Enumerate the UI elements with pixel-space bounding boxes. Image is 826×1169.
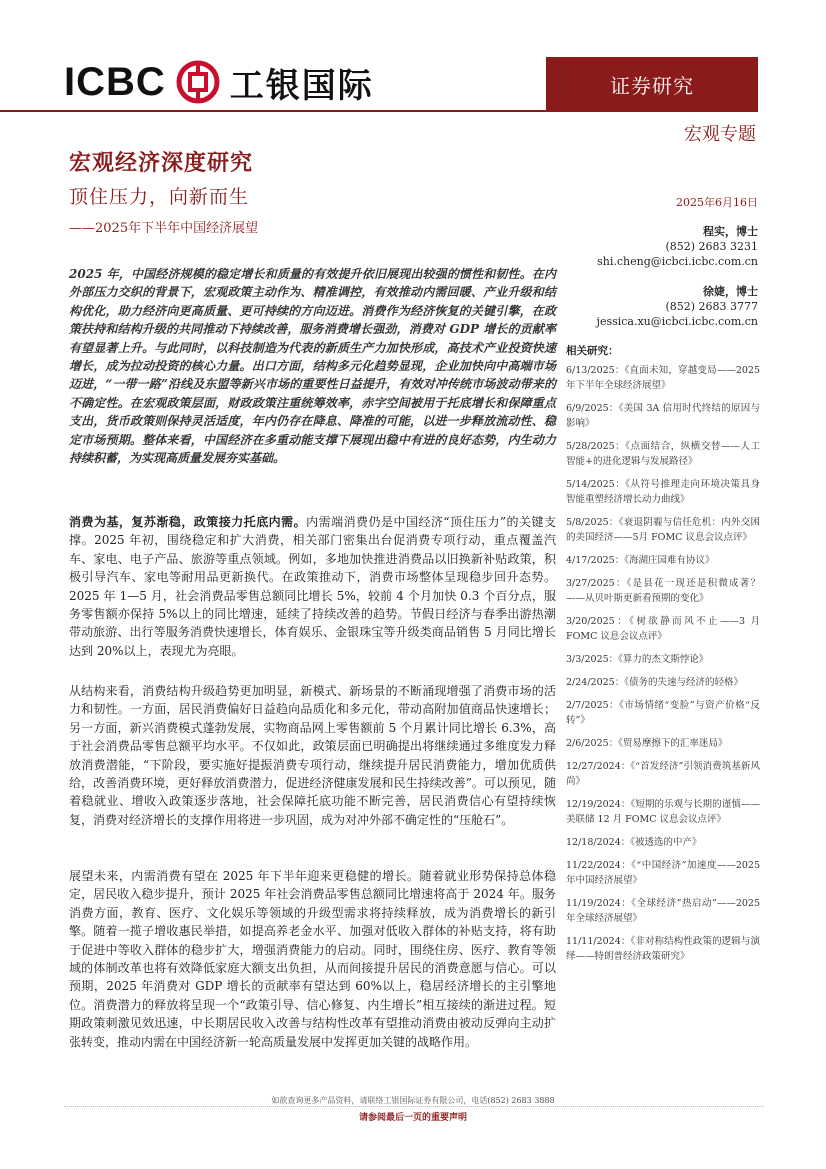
related-research-date: 2/6/2025： [566, 738, 619, 749]
related-research-title: 《“中国经济”加速度——2025年中国经济展望》 [566, 860, 760, 886]
logo-en: ICBC [64, 59, 166, 104]
related-research-date: 6/9/2025： [566, 403, 619, 414]
footer-contact: 如欲查询更多产品资料，请联络工银国际证券有限公司，电话(852) 2683 3888 [271, 1096, 555, 1105]
analyst-email[interactable]: shi.cheng@icbci.icbc.com.cn [597, 255, 758, 268]
related-research-item[interactable] [566, 896, 760, 926]
related-research-title: 《海湖庄园难有协议》 [624, 555, 715, 566]
report-category-tag: 证券研究 [546, 57, 758, 112]
body-paragraph [69, 682, 556, 829]
report-date: 2025年6月16日 [676, 196, 758, 209]
analyst-name: 程实，博士 [703, 225, 758, 238]
related-research-item[interactable] [566, 401, 760, 431]
related-research-item[interactable] [566, 675, 760, 690]
related-research-date: 5/14/2025： [566, 479, 626, 490]
related-research-date: 11/19/2024： [566, 898, 632, 909]
related-research-date: 5/8/2025： [566, 517, 619, 528]
related-research-title: 《“首发经济”引领消费筑基新风尚》 [566, 761, 760, 787]
related-research-title: 《点面结合，纵横交替——人工智能+的进化逻辑与发展路径》 [566, 441, 760, 467]
paragraph-text: 内需端消费仍是中国经济“顶住压力”的关键支撑。2025 年初，围绕稳定和扩大消费，相关部门密集出台促消费专项行动，重点覆盖汽车、家电、电子产品、旅游等重点领域。例如，多地加快推进消费品以旧换新补贴政策，积极引导汽车、家电等耐用品更新换代。在政策推动下，消费市场整体呈现稳步回升态势。2025 年 1—5 月，社会消费品零售总额同比增长 5%，较前 4 个月加快 0.3 个百分点，服务零售额亦保持 5%以上的同比增速，延续了持续改善的趋势。节假日经济与春季出游热潮带动旅游、出行等服务消费快速增长，体育娱乐、金银珠宝等升级类商品销售 5 月同比增长达到 20%以上，表现尤为亮眼。 [69, 515, 556, 658]
body-paragraph [69, 513, 556, 660]
company-logo [64, 56, 374, 108]
related-research-date: 6/13/2025： [566, 365, 625, 376]
related-research-heading: 相关研究： [566, 345, 619, 357]
analyst-phone: (852) 2683 3777 [665, 300, 758, 313]
report-headline: 顶住压力，向新而生 [69, 186, 250, 208]
related-research-title: 《非对称结构性政策的逻辑与演绎——特朗普经济政策研究》 [566, 936, 760, 962]
related-research-date: 3/3/2025： [566, 654, 619, 665]
related-research-title: 《贸易摩擦下的汇率迷局》 [618, 738, 728, 749]
related-research-title: 《是县花一现还是积微成著？——从贝叶斯更新看预期的变化》 [566, 578, 760, 604]
related-research-item[interactable] [566, 576, 760, 606]
related-research-item[interactable] [566, 439, 760, 469]
related-research-item[interactable] [566, 652, 760, 667]
related-research-date: 11/11/2024： [566, 936, 631, 947]
related-research-item[interactable] [566, 797, 760, 827]
icbc-seal-icon [176, 60, 220, 104]
related-research-title: 《市场情绪“变脸”与资产价格“反转”》 [566, 700, 760, 726]
summary-paragraph: 2025 年，中国经济规模的稳定增长和质量的有效提升依旧展现出较强的惯性和韧性。在内外部压力交织的背景下，宏观政策主动作为、精准调控，有效推动内需回暖、产业升级和结构优化，助力经济向更高质量、更可持续的方向迈进。消费作为经济恢复的关键引擎，在政策扶持和结构升级的共同推动下持续改善，服务消费增长强劲，消费对 GDP 增长的贡献率有望显著上升。与此同时，以科技制造为代表的新质生产力加快形成，高技术产业投资快速增长，成为拉动投资的核心力量。出口方面，结构多元化趋势显现，企业加快向中高端市场迈进，“一带一路”沿线及东盟等新兴市场的重要性日益提升，有效对冲传统市场波动带来的不确定性。在宏观政策层面，财政政策注重统筹效率，赤字空间被用于托底增长和保障重点支出，货币政策则保持灵活适度，年内仍存在降息、降准的可能，以进一步释放流动性、稳定市场预期。整体来看，中国经济在多重动能支撑下展现出稳中有进的良好态势，内生动力持续积蓄，为实现高质量发展夯实基础。 [69, 267, 556, 466]
related-research-item[interactable] [566, 363, 760, 393]
related-research-date: 3/20/2025： [566, 616, 630, 627]
related-research-item[interactable] [566, 835, 760, 850]
page-title: 宏观经济深度研究 [69, 150, 254, 176]
related-research-date: 2/7/2025： [566, 700, 620, 711]
analyst-email[interactable]: jessica.xu@icbci.icbc.com.cn [596, 315, 758, 328]
related-research-item[interactable] [566, 858, 760, 888]
related-research-date: 12/18/2024： [566, 837, 631, 848]
related-research [566, 344, 760, 972]
disclaimer-note: 请参阅最后一页的重要声明 [358, 1113, 467, 1123]
analyst-name: 徐婕，博士 [703, 285, 758, 298]
related-research-date: 12/19/2024： [566, 799, 631, 810]
related-research-title: 《被透选的中产》 [630, 837, 702, 848]
related-research-title: 《短期的乐观与长期的谨慎——美联储 12 月 FOMC 议息会议点评》 [566, 799, 760, 825]
related-research-title: 《树欲静而风不止——3 月 FOMC 议息会议点评》 [566, 616, 760, 642]
body-paragraph [69, 867, 556, 1051]
analyst-block [597, 284, 758, 329]
related-research-item[interactable] [566, 698, 760, 728]
paragraph-text: 展望未来，内需消费有望在 2025 年下半年迎来更稳健的增长。随着就业形势保持总体稳定，居民收入稳步提升，预计 2025 年社会消费品零售总额同比增速将高于 2024 年。服务消费方面，教育、医疗、文化娱乐等领域的升级型需求将持续释放，成为消费增长的新引擎。随着一揽子增收惠民举措，如提高养老金水平、加强对低收入群体的补贴支持，将有助于促进中等收入群体的稳步扩大，增强消费能力的启动。同时，围绕住房、医疗、教育等领域的体制改革也将有效降低家庭大额支出负担，从而间接提升居民的消费意愿与信心。可以预期，2025 年消费对 GDP 增长的贡献率有望达到 60%以上，稳居经济增长的主引擎地位。消费潜力的释放将呈现一个“政策引导、信心修复、内生增长”相互接续的渐进过程。短期政策刺激见效迅速，中长期居民收入改善与结构性改革有望推动消费由被动反弹向主动扩张转变，推动内需在中国经济新一轮高质量发展中发挥更加关键的战略作用。 [69, 869, 556, 1049]
related-research-item[interactable] [566, 759, 760, 789]
analyst-block [597, 224, 758, 269]
report-subcategory: 宏观专题 [684, 124, 756, 145]
related-research-title: 《债务的失速与经济的轻格》 [624, 677, 743, 688]
header-rule [0, 110, 546, 112]
related-research-date: 12/27/2024： [566, 761, 631, 772]
related-research-date: 11/22/2024： [566, 860, 632, 871]
related-research-item[interactable] [566, 614, 760, 644]
related-research-item[interactable] [566, 553, 760, 568]
related-research-date: 4/17/2025： [566, 555, 625, 566]
related-research-date: 2/24/2025： [566, 677, 625, 688]
logo-cn: 工银国际 [229, 65, 374, 106]
related-research-date: 5/28/2025： [566, 441, 626, 452]
related-research-title: 《全球经济”热启动”——2025年全球经济展望》 [566, 898, 760, 924]
related-research-item[interactable] [566, 934, 760, 964]
related-research-list [566, 363, 760, 964]
related-research-date: 3/27/2025： [566, 578, 627, 589]
footer-rule [64, 1106, 764, 1107]
related-research-title: 《从符号推理走向环境决策具身智能重塑经济增长动力曲线》 [566, 479, 760, 505]
related-research-item[interactable] [566, 736, 760, 751]
paragraph-text: 从结构来看，消费结构升级趋势更加明显，新模式、新场景的不断涌现增强了消费市场的活力和韧性。一方面，居民消费偏好日益趋向品质化和多元化，带动高附加值商品快速增长；另一方面，新兴消费模式蓬勃发展，实物商品网上零售额前 5 个月累计同比增长 6.3%，高于社会消费品零售总额平均水平。不仅如此，政策层面已明确提出将继续通过多维度发力释放消费潜能，“下阶段，要实施好提振消费专项行动，继续提升居民消费能力，增加优质供给，改善消费环境，更好释放消费潜力，促进经济健康发展和民生持续改善”。可以预见，随着稳就业、增收入政策逐步落地，社会保障托底功能不断完善，居民消费信心有望持续恢复，消费对经济增长的支撑作用将进一步巩固，成为对冲外部不确定性的“压舱石”。 [69, 684, 556, 827]
related-research-item[interactable] [566, 515, 760, 545]
related-research-title: 《算力的杰文斯悖论》 [618, 654, 709, 665]
report-subheadline: ——2025年下半年中国经济展望 [69, 221, 259, 236]
paragraph-lead: 消费为基，复苏渐稳，政策接力托底内需。 [69, 515, 307, 529]
related-research-title: 《美国 3A 信用时代终结的原因与影响》 [566, 403, 760, 429]
analyst-phone: (852) 2683 3231 [665, 240, 758, 253]
related-research-title: 《直面未知，穿越变局——2025年下半年全球经济展望》 [566, 365, 760, 391]
related-research-item[interactable] [566, 477, 760, 507]
related-research-title: 《衰退阴霾与信任危机：内外交困的美国经济——5月 FOMC 议息会议点评》 [566, 517, 760, 543]
